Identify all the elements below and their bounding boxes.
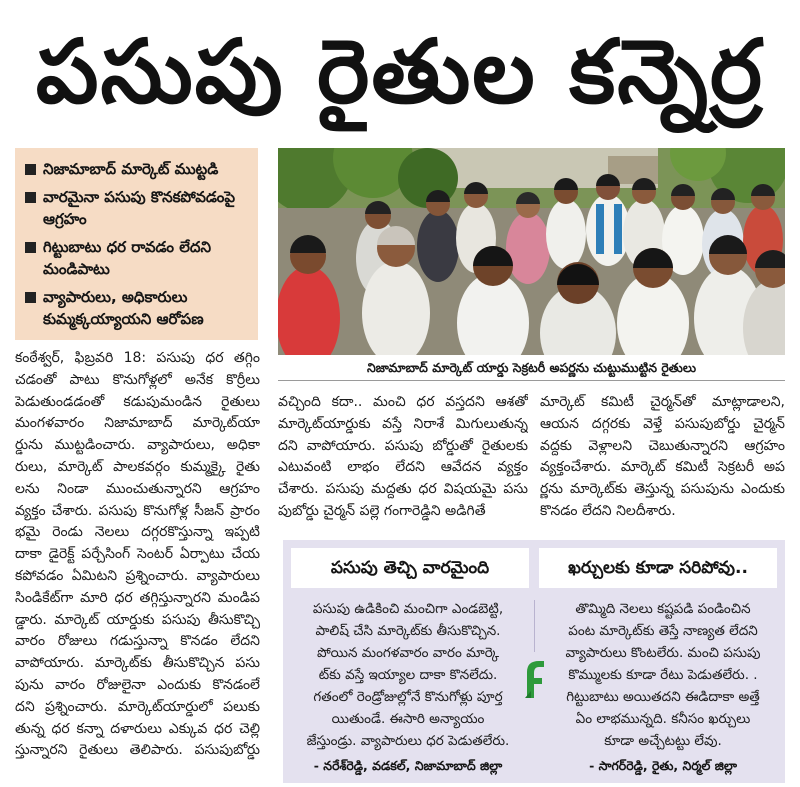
quote-heading: పసుపు తెచ్చి వారమైంది (291, 548, 529, 588)
text-line: ఎటువంటి లాభం లేదని ఆవేదన వ్యక్తం (278, 459, 528, 476)
text-line: వ్యక్తం చేశారు. పసుపు కొనుగోళ్ల సీజన్ ప్రారం (15, 502, 260, 519)
text-line: గిట్టుబాటు అయితదని ఈడిదాకా అత్తే (566, 689, 760, 705)
text-line: జేస్తుండ్రు. వ్యాపారులు ధర పెడుతలేరు. (306, 733, 510, 749)
text-line: వారం రోజులు గడుస్తున్నా కొనడం లేదని (15, 633, 260, 650)
text-line: లను నిండా ముంచుతున్నారని ఆగ్రహం (15, 480, 260, 497)
text-line: కపోవడం ఏమిటని ప్రశ్నించారు. వ్యాపారులు (15, 567, 260, 584)
text-line: కంఠేశ్వర్, ఫిబ్రవరి 18: పసుపు ధర తగ్గిం (15, 350, 260, 366)
text-line: ట్‌కు వస్తే ఇయ్యాల దాకా కొనలేదు. (318, 667, 498, 683)
text-line: వద్దకు వెళ్లాలని చెబుతున్నారని ఆగ్రహం (540, 437, 785, 454)
text-line: కూడా అచ్చేటట్టు లేవు. (604, 733, 722, 749)
text-line: కొనడం లేదని నిలదీశారు. (540, 502, 676, 519)
quote-text (295, 598, 521, 752)
text-line: ర్డును ముట్టడించారు. వ్యాపారులు, అధికా (15, 437, 260, 454)
bullet-square-icon (25, 242, 36, 253)
highlight-item (25, 286, 250, 330)
highlights-box (15, 148, 258, 340)
text-line: కొమ్ములకు కూడా రేటు పెడుతలేరు. . (568, 667, 758, 683)
text-line: డ్డారు. మార్కెట్ యార్డుకు పసుపు తీసుకొచ్చి (15, 611, 260, 628)
text-line: మంగళవారం నిజామాబాద్ మార్కెట్‌యా (15, 415, 260, 432)
quote-heading: ఖర్చులకు కూడా సరిపోవు.. (539, 548, 777, 588)
text-line: మార్కెట్ కమిటీ చైర్మన్‌తో మాట్లాడాలని, (540, 394, 785, 410)
text-line: తున్న ధర కన్నా దళారులు ఎక్కువ ధర చెల్లి (15, 720, 260, 737)
text-line: ఏం లాభమున్నది. కనీసం ఖర్చులు (575, 711, 751, 727)
quote-attribution: - సాగర్‌రెడ్డి, రైతు, నిర్మల్ జిల్లా (589, 758, 737, 773)
text-line: పాలిష్ చేసి మార్కెట్‌కు తీసుకొచ్చిన. (315, 623, 501, 639)
text-line: చేశారు. పసుపు మద్దతు ధర విషయమై పసు (278, 481, 528, 498)
text-line: మార్కెట్‌యార్డుకు వస్తే నిరాశే మిగులుతున్న (278, 415, 528, 432)
text-line: పోయిన మంగళవారం వారం మార్కె (316, 645, 500, 661)
text-line: భమై రెండు నెలలు దగ్గరకొస్తున్నా ఇప్పటి (15, 524, 260, 541)
text-line: సిండికేట్‌గా మారి ధర తగ్గిస్తున్నారని మండిప (15, 589, 260, 606)
highlight-item (25, 158, 250, 180)
bullet-square-icon (25, 192, 36, 203)
text-line: ర్ణను మార్కెట్‌కు తెస్తున్న పసుపును ఎందుకు (540, 481, 785, 498)
headline: పసుపు రైతుల కన్నెర్ర (35, 20, 765, 123)
quote-attribution: - నరేశ్‌రెడ్డి, వడకల్, నిజామాబాద్ జిల్లా (313, 758, 503, 773)
highlight-item (25, 186, 250, 230)
bullet-square-icon (25, 164, 36, 175)
news-photo-scene (278, 148, 785, 355)
bullet-square-icon (25, 292, 36, 303)
text-line: వ్యక్తంచేశారు. మార్కెట్ కమిటీ సెక్రటరీ అప (540, 459, 785, 476)
quotes-box (283, 540, 785, 783)
text-line: పంట మార్కెట్‌కు తెస్తే నాణ్యత లేదని (568, 623, 758, 639)
text-line: దని ప్రశ్నించారు. మార్కెట్‌యార్డులో పలుకు (15, 698, 260, 715)
text-line: వచ్చింది కదా.. మంచి ధర వస్తదని ఆశతో (278, 394, 528, 410)
highlight-text: నిజామాబాద్ మార్కెట్ ముట్టడి (43, 160, 219, 178)
highlight-item (25, 236, 250, 280)
text-line: పసుపు ఉడికించి మంచిగా ఎండబెట్టి, (312, 601, 504, 617)
highlight-text: వారమైనా పసుపు కొనకపోవడంపై ఆగ్రహం (43, 188, 236, 228)
text-line: యితుండే. ఈసారి అన్యాయం (331, 711, 485, 727)
text-line: దాకా డైరెక్ట్ పర్చేసింగ్ సెంటర్ ఏర్పాటు చేయ (15, 546, 260, 563)
quote-mark-icon (523, 658, 547, 700)
text-line: పుబోర్డు చైర్మన్ పల్లె గంగారెడ్డిని అడిగితే (278, 502, 486, 519)
text-line: వాపోయారు. మార్కెట్‌కు తీసుకొచ్చిన పసు (15, 655, 260, 672)
photo-caption: నిజామాబాద్ మార్కెట్ యార్డు సెక్రటరీ అపర్ణను చుట్టుముట్టిన రైతులు (278, 357, 785, 381)
text-line: రులు, మార్కెట్ పాలకవర్గం కుమ్మక్కై రైతు (15, 458, 260, 475)
text-line: స్తున్నారని రైతులు తెలిపారు. పసుపుబోర్డు (15, 742, 260, 759)
text-line: దని వాపోయారు. పసుపు బోర్డుతో రైతులకు (278, 437, 528, 454)
article-column-1 (15, 348, 260, 768)
text-line: పును వారం రోజులైనా ఎందుకు కొనడంలే (15, 676, 260, 693)
text-line: చడంతో పాటు కొనుగోళ్లలో అనేక కొర్రీలు (15, 371, 260, 388)
text-line: పెడుతుండడంతో కడుపుమండిన రైతులు (15, 393, 260, 410)
quote-divider (534, 600, 535, 652)
quote-text (549, 598, 777, 752)
highlight-text: గిట్టుబాటు ధర రావడం లేదని మండిపాటు (43, 238, 212, 278)
text-line: తొమ్మిది నెలలు కష్టపడి పండించిన (575, 601, 751, 617)
text-line: వ్యాపారులు కొంటలేరు. మంచి పసుపు (565, 645, 761, 661)
article-column-2 (278, 392, 528, 527)
news-photo (278, 148, 785, 355)
text-line: గతంలో రెండ్రోజుల్లోనే కొనుగోళ్లు పూర్త (313, 689, 503, 705)
highlight-text: వ్యాపారులు, అధికారులు కుమ్మక్కయ్యాయని ఆరోపణ (43, 288, 204, 328)
text-line: ఆయన దగ్గరకు వెళ్తే పసుపుబోర్డు చైర్మన్ (540, 415, 785, 432)
article-column-3 (540, 392, 785, 527)
